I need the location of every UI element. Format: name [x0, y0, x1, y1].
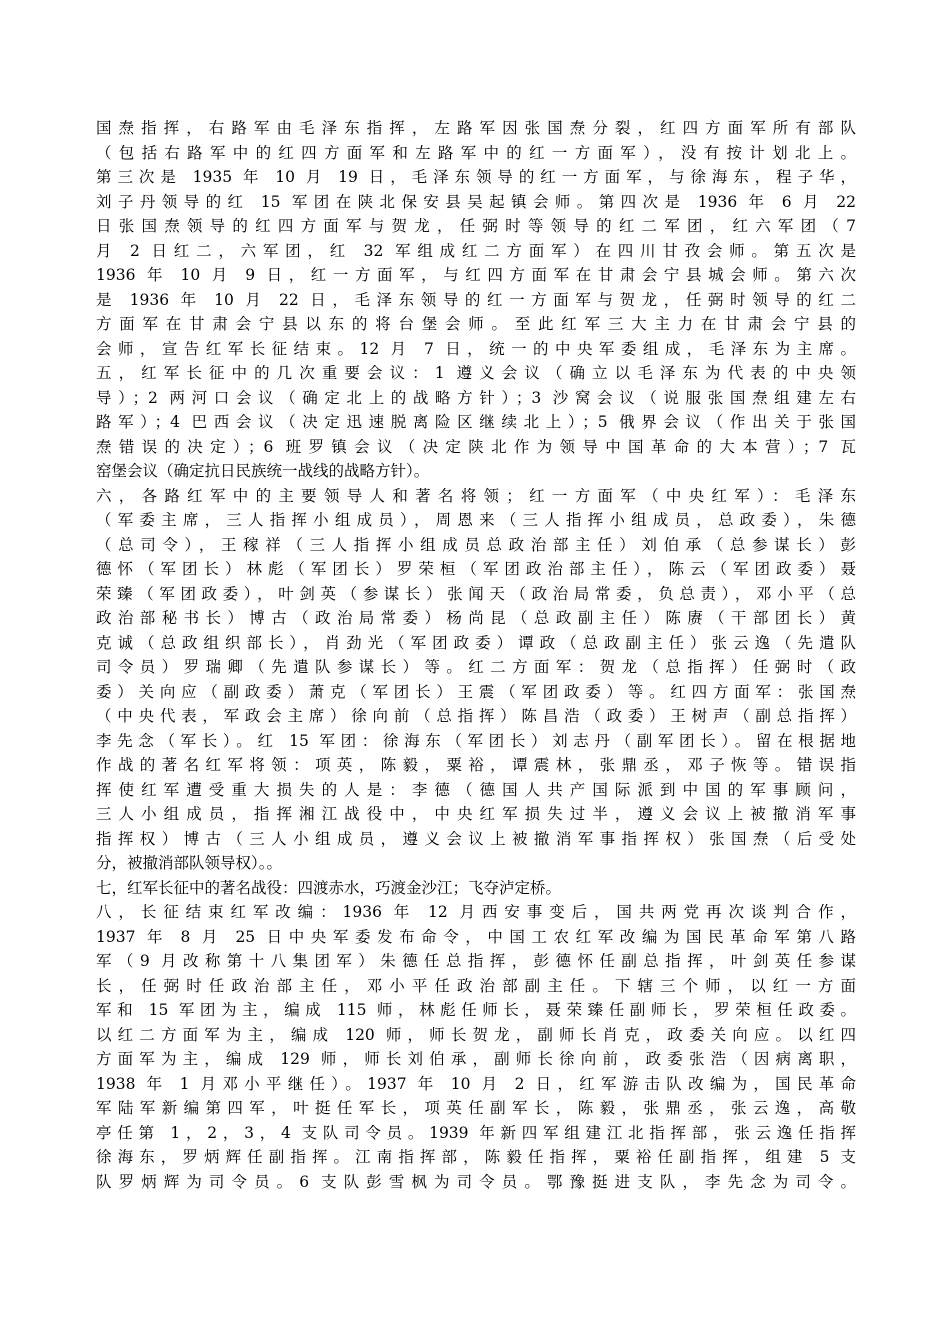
text-line: 长，任弼时任政治部主任，邓小平任政治部副主任。下辖三个师，以红一方面	[96, 976, 856, 995]
text-line: （包括右路军中的红四方面军和左路军中的红一方面军），没有按计划北上。	[96, 143, 856, 162]
text-line: 1938 年 1 月邓小平继任）。1937 年 10 月 2 日，红军游击队改编为，国民革命	[96, 1074, 856, 1093]
text-line: 军陆军新编第四军，叶挺任军长，项英任副军长，陈毅，张鼎丞，张云逸，高敬	[96, 1099, 856, 1117]
text-line: 焘错误的决定）；6 班罗镇会议（决定陕北作为领导中国革命的大本营）；7 瓦	[96, 437, 856, 456]
text-line: 会师，宣告红军长征结束。12 月 7 日，统一的中央军委组成，毛泽东为主席。	[96, 339, 856, 358]
text-line: 委）关向应（副政委）萧克（军团长）王震（军团政委）等。红四方面军：张国焘	[96, 682, 856, 701]
text-line: 月 2 日红二，六军团，红 32 军组成红二方面军）在四川甘孜会师。第五次是	[96, 241, 856, 260]
text-line: 队罗炳辉为司令员。6 支队彭雪枫为司令员。鄂豫挺进支队，李先念为司令。	[96, 1172, 856, 1191]
text-line: 亭任第 1，2，3，4 支队司令员。1939 年新四军组建江北指挥部，张云逸任指挥	[96, 1123, 856, 1142]
text-line: 三人小组成员，指挥湘江战役中，中央红军损失过半，遵义会议上被撤消军事	[96, 805, 856, 823]
text-line: 军（9 月改称第十八集团军）朱德任总指挥，彭德怀任副总指挥，叶剑英任参谋	[96, 952, 856, 970]
text-line: 七，红军长征中的著名战役：四渡赤水，巧渡金沙江；飞夺泸定桥。	[96, 878, 562, 897]
text-line: 国焘指挥，右路军由毛泽东指挥，左路军因张国焘分裂，红四方面军所有部队	[96, 119, 856, 137]
text-line: 五，红军长征中的几次重要会议：1 遵义会议（确立以毛泽东为代表的中央领	[96, 364, 856, 382]
text-line: 第三次是 1935 年 10 月 19 日，毛泽东领导的红一方面军，与徐海东，程子华，	[96, 168, 856, 186]
text-line: （总司令），王稼祥（三人指挥小组成员总政治部主任）刘伯承（总参谋长）彭	[96, 535, 856, 554]
document-body	[96, 116, 856, 1194]
text-line: 作战的著名红军将领：项英，陈毅，粟裕，谭震林，张鼎丞，邓子恢等。错误指	[96, 756, 856, 774]
text-line: 军和 15 军团为主，编成 115 师，林彪任师长，聂荣臻任副师长，罗荣桓任政委。	[96, 1001, 856, 1019]
text-line: 窑堡会议（确定抗日民族统一战线的战略方针）。	[96, 462, 430, 480]
text-line: 刘子丹领导的红 15 军团在陕北保安县吴起镇会师。第四次是 1936 年 6 月 22	[96, 192, 856, 211]
text-line: 李先念（军长）。红 15 军团：徐海东（军团长）刘志丹（副军团长）。留在根据地	[96, 731, 856, 750]
text-line: 荣臻（军团政委），叶剑英（参谋长）张闻天（政治局常委，负总责），邓小平（总	[96, 584, 856, 603]
text-line: 徐海东，罗炳辉任副指挥。江南指挥部，陈毅任指挥，粟裕任副指挥，组建 5 支	[96, 1148, 856, 1166]
text-line: （军委主席，三人指挥小组成员），周恩来（三人指挥小组成员，总政委），朱德	[96, 511, 856, 529]
text-line: 八，长征结束红军改编：1936 年 12 月西安事变后，国共两党再次谈判合作，	[96, 903, 856, 921]
text-line: 挥使红军遭受重大损失的人是：李德（德国人共产国际派到中国的军事顾问，	[96, 780, 856, 799]
text-line: 六，各路红军中的主要领导人和著名将领；红一方面军（中央红军）：毛泽东	[96, 486, 856, 505]
text-line: 是 1936 年 10 月 22 日，毛泽东领导的红一方面军与贺龙，任弼时领导的红二	[96, 290, 856, 309]
text-line: 方面军在甘肃会宁县以东的将台堡会师。至此红军三大主力在甘肃会宁县的	[96, 315, 856, 333]
text-line: 以红二方面军为主，编成 120 师，师长贺龙，副师长肖克，政委关向应。以红四	[96, 1025, 856, 1044]
text-line: 指挥权）博古（三人小组成员，遵义会议上被撤消军事指挥权）张国焘（后受处	[96, 829, 856, 848]
text-line: 分，被撤消部队领导权）。。	[96, 854, 283, 872]
text-line: 路军）；4 巴西会议（决定迅速脱离险区继续北上）；5 俄界会议（作出关于张国	[96, 413, 856, 431]
text-line: 1936 年 10 月 9 日，红一方面军，与红四方面军在甘肃会宁县城会师。第六次	[96, 266, 856, 284]
text-line: 克诚（总政组织部长），肖劲光（军团政委）谭政（总政副主任）张云逸（先遣队	[96, 633, 856, 652]
text-line: 日张国焘领导的红四方面军与贺龙，任弼时等领导的红二军团，红六军团（7	[96, 217, 856, 235]
text-line: 导）；2 两河口会议（确定北上的战略方针）；3 沙窝会议（说服张国焘组建左右	[96, 388, 856, 407]
text-line: 德怀（军团长）林彪（军团长）罗荣桓（军团政治部主任），陈云（军团政委）聂	[96, 560, 856, 578]
text-line: 司令员）罗瑞卿（先遣队参谋长）等。红二方面军：贺龙（总指挥）任弼时（政	[96, 658, 856, 676]
text-line: 方面军为主，编成 129 师，师长刘伯承，副师长徐向前，政委张浩（因病离职，	[96, 1050, 856, 1068]
text-line: （中央代表，军政会主席）徐向前（总指挥）陈昌浩（政委）王树声（副总指挥）	[96, 707, 856, 725]
text-line: 1937 年 8 月 25 日中央军委发布命令，中国工农红军改编为国民革命军第八路	[96, 927, 856, 946]
text-line: 政治部秘书长）博古（政治局常委）杨尚昆（总政副主任）陈赓（干部团长）黄	[96, 609, 856, 627]
